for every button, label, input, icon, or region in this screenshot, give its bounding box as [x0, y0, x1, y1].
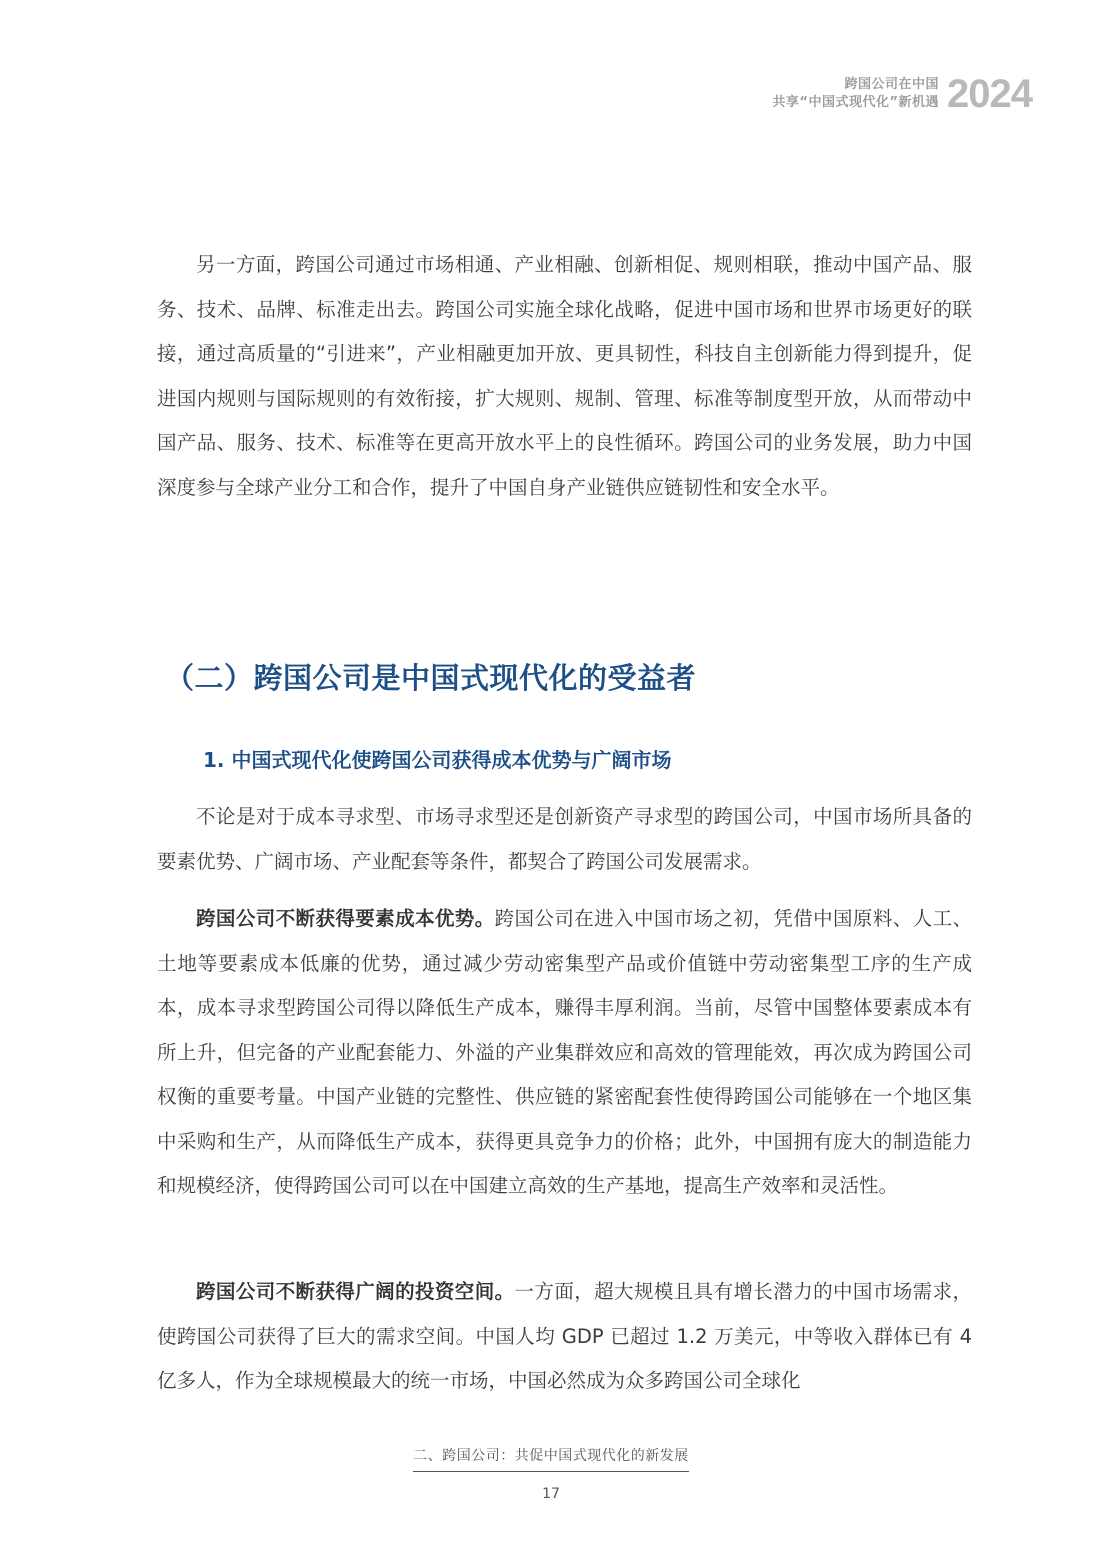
footer-chapter-label: 二、跨国公司：共促中国式现代化的新发展 — [413, 1445, 689, 1472]
header-line-1: 跨国公司在中国 — [844, 77, 940, 92]
page-number: 17 — [542, 1486, 560, 1502]
section-title: （二）跨国公司是中国式现代化的受益者 — [165, 661, 697, 695]
sub-title: 1. 中国式现代化使跨国公司获得成本优势与广阔市场 — [203, 748, 672, 772]
page-footer — [0, 1445, 1102, 1502]
paragraph-3-block — [157, 897, 972, 1209]
paragraph-3-lead: 跨国公司不断获得要素成本优势。 — [196, 907, 495, 930]
paragraph-1: 另一方面，跨国公司通过市场相通、产业相融、创新相促、规则相联，推动中国产品、服务、技术、品牌、标准走出去。跨国公司实施全球化战略，促进中国市场和世界市场更好的联接，通过高质量的“引进来”，产业相融更加开放、更具韧性，科技自主创新能力得到提升，促进国内规则与国际规则的有效衔接，扩大规则、规制、管理、标准等制度型开放，从而带动中国产品、服务、技术、标准等在更高开放水平上的良性循环。跨国公司的业务发展，助力中国深度参与全球产业分工和合作，提升了中国自身产业链供应链韧性和安全水平。 — [157, 253, 972, 499]
paragraph-4 — [157, 1270, 972, 1404]
paragraph-2: 不论是对于成本寻求型、市场寻求型还是创新资产寻求型的跨国公司，中国市场所具备的要素优势、广阔市场、产业配套等条件，都契合了跨国公司发展需求。 — [157, 805, 972, 873]
paragraph-3 — [157, 897, 972, 1209]
intro-block — [157, 243, 972, 510]
header-text — [772, 76, 939, 112]
paragraph-3-body: 跨国公司在进入中国市场之初，凭借中国原料、人工、土地等要素成本低廉的优势，通过减少劳动密集型产品或价值链中劳动密集型工序的生产成本，成本寻求型跨国公司得以降低生产成本，赚得丰厚利润。当前，尽管中国整体要素成本有所上升，但完备的产业配套能力、外溢的产业集群效应和高效的管理能效，再次成为跨国公司权衡的重要考量。中国产业链的完整性、供应链的紧密配套性使得跨国公司能够在一个地区集中采购和生产，从而降低生产成本，获得更具竞争力的价格；此外，中国拥有庞大的制造能力和规模经济，使得跨国公司可以在中国建立高效的生产基地，提高生产效率和灵活性。 — [157, 907, 972, 1197]
page-header — [772, 74, 1032, 114]
paragraph-2-block — [157, 795, 972, 884]
header-year: 2024 — [947, 72, 1032, 116]
paragraph-4-body: 一方面，超大规模且具有增长潜力的中国市场需求，使跨国公司获得了巨大的需求空间。中国人均 GDP 已超过 1.2 万美元，中等收入群体已有 4 亿多人，作为全球规模最大的统一市场，中国必然成为众多跨国公司全球化 — [157, 1280, 972, 1392]
header-line-2: 共享“中国式现代化”新机遇 — [772, 95, 940, 110]
paragraph-4-block — [157, 1270, 972, 1404]
paragraph-4-lead: 跨国公司不断获得广阔的投资空间。 — [196, 1280, 515, 1303]
